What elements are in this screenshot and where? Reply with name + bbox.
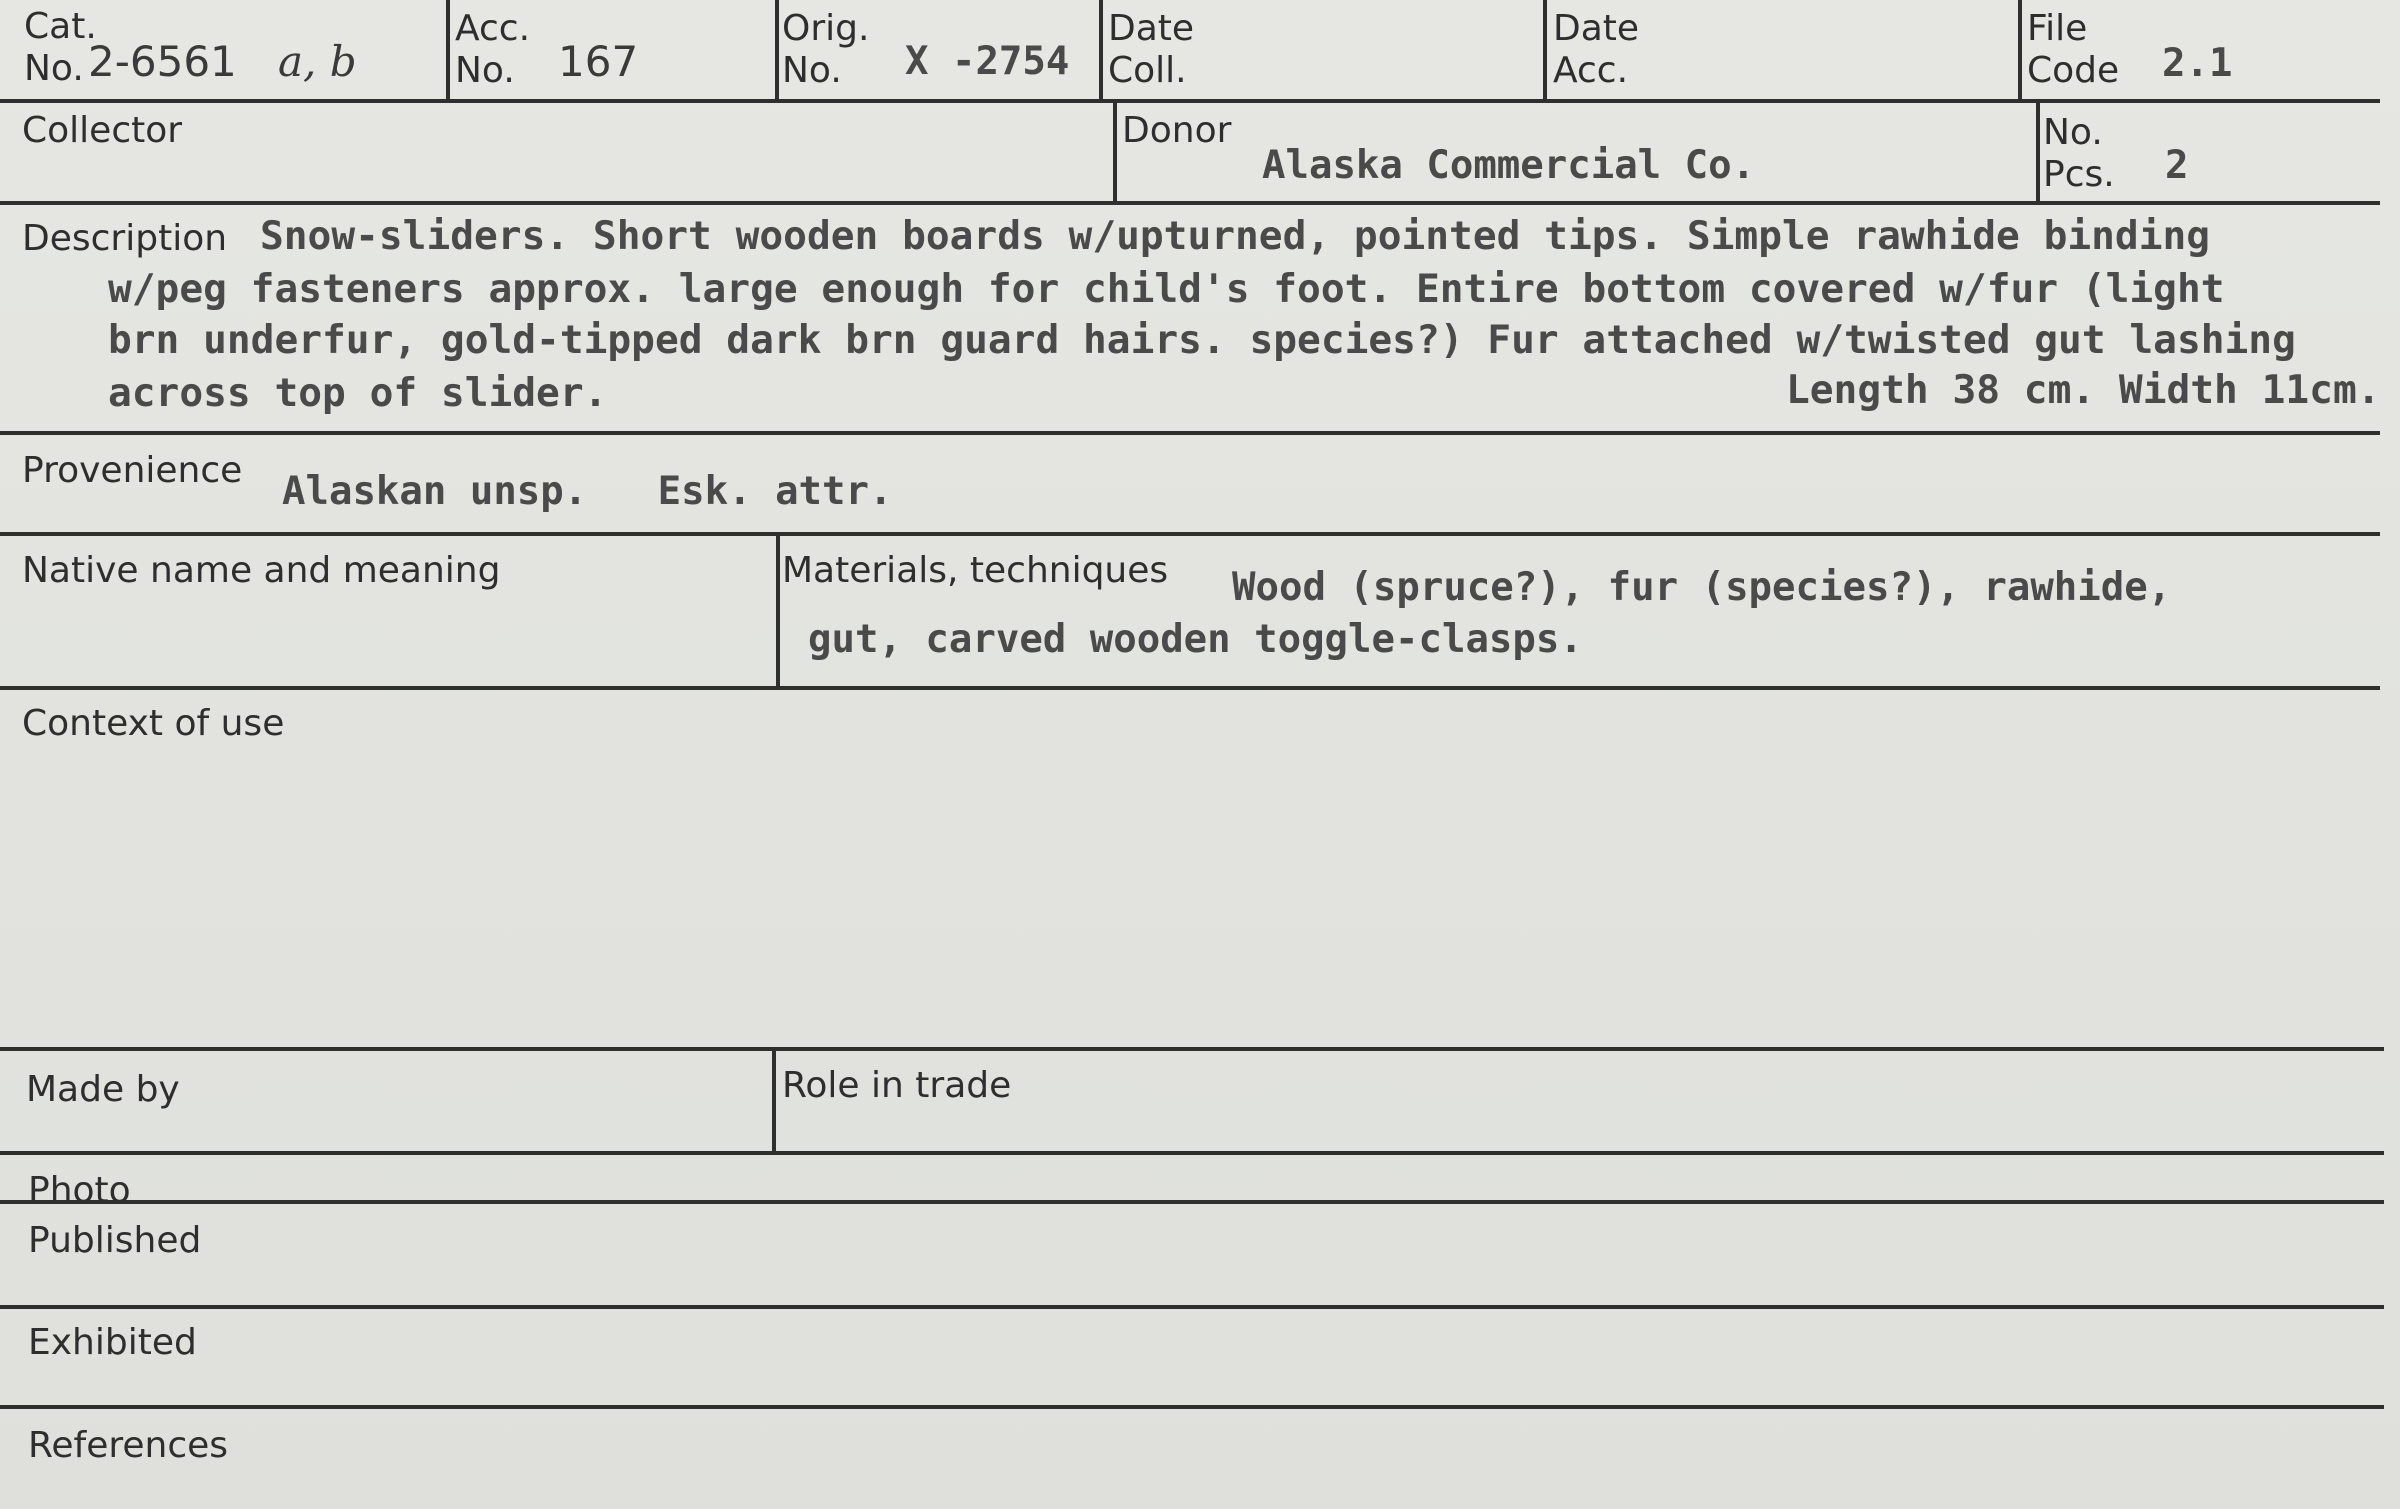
rule-published-bottom [0, 1305, 2384, 1309]
rule-v-madeby-role [772, 1047, 776, 1153]
description-line-2: w/peg fasteners approx. large enough for child's foot. Entire bottom covered w/fur (light [108, 266, 2225, 312]
date-coll-label: Date Coll. [1108, 8, 1195, 91]
donor-label: Donor [1122, 110, 1232, 151]
donor-value: Alaska Commercial Co. [1262, 143, 1756, 188]
rule-header-bottom [0, 99, 2380, 103]
cat-no-value: 2-6561 [88, 37, 237, 86]
orig-no-value: X -2754 [905, 39, 1070, 84]
rule-v-acc-orig [775, 0, 779, 101]
photo-label: Photo [28, 1170, 131, 1211]
date-acc-label: Date Acc. [1553, 8, 1640, 91]
role-in-trade-label: Role in trade [782, 1065, 1012, 1106]
no-pcs-label: No. Pcs. [2043, 112, 2115, 195]
description-line-1: Snow-sliders. Short wooden boards w/upturned, pointed tips. Simple rawhide binding [260, 213, 2211, 259]
file-code-label: File Code [2027, 8, 2120, 91]
no-pcs-value: 2 [2165, 143, 2189, 188]
rule-description-bottom [0, 431, 2380, 435]
published-label: Published [28, 1220, 202, 1261]
collector-label: Collector [22, 110, 183, 151]
cat-no-label: Cat. No. [24, 6, 97, 89]
rule-context-bottom [0, 1047, 2384, 1051]
rule-madeby-bottom [0, 1151, 2384, 1155]
description-dimensions: Length 38 cm. Width 11cm. [1786, 367, 2381, 413]
acc-no-label: Acc. No. [455, 8, 531, 91]
rule-v-cat-acc [446, 0, 450, 101]
acc-no-value: 167 [558, 37, 639, 86]
materials-line-2: gut, carved wooden toggle-clasps. [808, 617, 1583, 662]
materials-label: Materials, techniques [782, 550, 1169, 591]
rule-v-orig-datecoll [1099, 0, 1103, 101]
description-label: Description [22, 218, 228, 259]
file-code-value: 2.1 [2162, 41, 2233, 86]
rule-exhibited-bottom [0, 1405, 2384, 1409]
rule-v-dateacc-file [2018, 0, 2022, 101]
context-of-use-label: Context of use [22, 703, 285, 744]
rule-photo-bottom [0, 1200, 2384, 1204]
description-line-4: across top of slider. [108, 370, 608, 416]
rule-v-collector-donor [1113, 99, 1117, 203]
provenience-value: Alaskan unsp. Esk. attr. [282, 469, 893, 514]
exhibited-label: Exhibited [28, 1322, 197, 1363]
description-line-3: brn underfur, gold-tipped dark brn guard hairs. species?) Fur attached w/twisted gut lashing [108, 317, 2296, 363]
orig-no-label: Orig. No. [782, 8, 870, 91]
cat-no-suffix: a, b [278, 37, 357, 86]
made-by-label: Made by [26, 1069, 180, 1110]
native-name-label: Native name and meaning [22, 550, 501, 591]
provenience-label: Provenience [22, 450, 243, 491]
references-label: References [28, 1425, 229, 1466]
rule-v-donor-pcs [2036, 99, 2040, 203]
rule-materials-bottom [0, 686, 2380, 690]
rule-provenience-bottom [0, 532, 2380, 536]
rule-v-datecoll-dateacc [1543, 0, 1547, 101]
rule-v-native-materials [776, 532, 780, 688]
materials-line-1: Wood (spruce?), fur (species?), rawhide, [1232, 565, 2172, 610]
rule-collector-bottom [0, 201, 2380, 205]
